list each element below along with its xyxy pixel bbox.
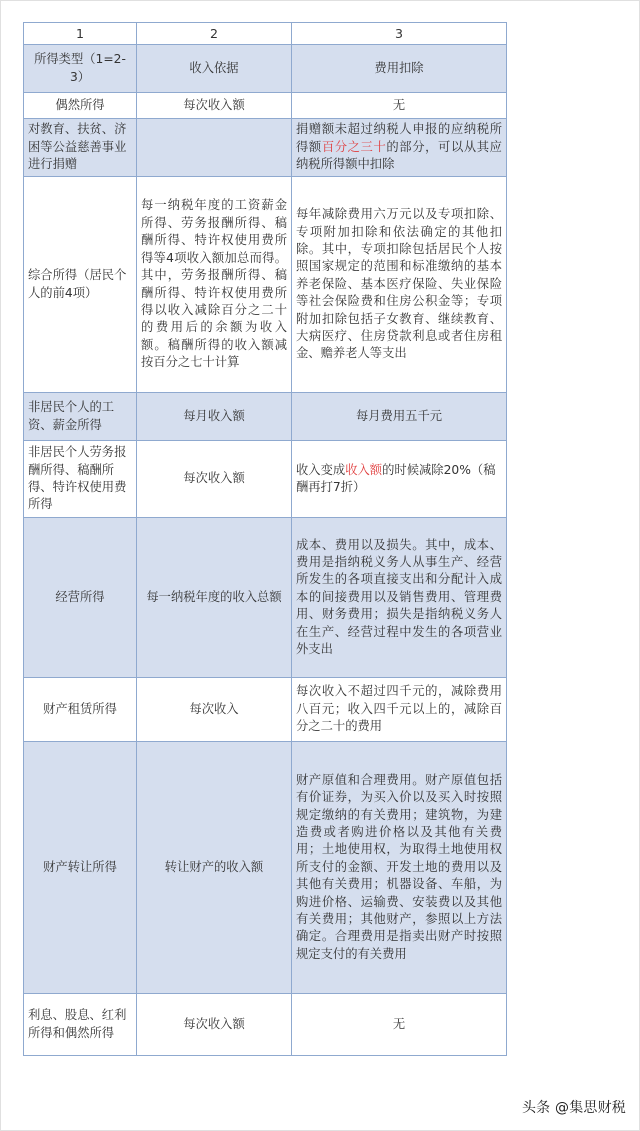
- income-type-cell: 非居民个人的工资、薪金所得: [24, 393, 137, 441]
- header-expense-deduction: 费用扣除: [292, 45, 507, 93]
- income-basis-cell: 每次收入: [137, 678, 292, 742]
- income-type-cell: 对教育、扶贫、济困等公益慈善事业进行捐赠: [24, 119, 137, 177]
- expense-deduction-cell: 每月费用五千元: [292, 393, 507, 441]
- income-basis-cell: 每一纳税年度的工资薪金所得、劳务报酬所得、稿酬所得、特许权使用费所得等4项收入额加总而得。其中，劳务报酬所得、稿酬所得、特许权使用费所得以收入减除百分之二十的费用后的余额为收入额。稿酬所得的收入额减按百分之七十计算: [137, 177, 292, 393]
- expense-deduction-cell: 成本、费用以及损失。其中，成本、费用是指纳税义务人从事生产、经营所发生的各项直接支出和分配计入成本的间接费用以及销售费用、管理费用、财务费用；损失是指纳税义务人在生产、经营过程中发生的各项营业外支出: [292, 518, 507, 678]
- column-number-3: 3: [292, 23, 507, 45]
- column-number-row: [24, 23, 507, 45]
- column-number-2: 2: [137, 23, 292, 45]
- income-basis-cell: 每一纳税年度的收入总额: [137, 518, 292, 678]
- income-type-cell: 偶然所得: [24, 93, 137, 119]
- highlighted-term: 收入额: [345, 462, 383, 477]
- income-basis-cell: [137, 119, 292, 177]
- table-row: [24, 994, 507, 1056]
- header-row: [24, 45, 507, 93]
- income-basis-cell: 每月收入额: [137, 393, 292, 441]
- deduction-text: 的时候减除20%（稿酬再打7折）: [296, 462, 496, 494]
- table-row: [24, 518, 507, 678]
- income-tax-table: [23, 22, 507, 1056]
- table-row: [24, 93, 507, 119]
- header-income-basis: 收入依据: [137, 45, 292, 93]
- table-row: [24, 393, 507, 441]
- expense-deduction-cell: 财产原值和合理费用。财产原值包括有价证券，为买入价以及买入时按照规定缴纳的有关费用；建筑物，为建造费或者购进价格以及其他有关费用；土地使用权，为取得土地使用权所支付的金额、开发土地的费用以及其他有关费用；机器设备、车船，为购进价格、运输费、安装费以及其他有关费用；其他财产，参照以上方法确定。合理费用是指卖出财产时按照规定支付的有关费用: [292, 742, 507, 994]
- expense-deduction-cell: [292, 441, 507, 518]
- table-row: [24, 119, 507, 177]
- header-income-type: 所得类型（1=2-3）: [24, 45, 137, 93]
- table-row: [24, 441, 507, 518]
- expense-deduction-cell: 无: [292, 994, 507, 1056]
- highlighted-rate: 百分之三十: [321, 139, 387, 154]
- income-basis-cell: 每次收入额: [137, 994, 292, 1056]
- expense-deduction-cell: [292, 119, 507, 177]
- deduction-text: 的部分，可以从其应纳税所得额中扣除: [296, 139, 502, 172]
- income-type-cell: 非居民个人劳务报酬所得、稿酬所得、特许权使用费所得: [24, 441, 137, 518]
- income-type-cell: 综合所得（居民个人的前4项）: [24, 177, 137, 393]
- table-row: [24, 678, 507, 742]
- table-row: [24, 177, 507, 393]
- expense-deduction-cell: 每年减除费用六万元以及专项扣除、专项附加扣除和依法确定的其他扣除。其中，专项扣除包括居民个人按照国家规定的范围和标准缴纳的基本养老保险、基本医疗保险、失业保险等社会保险费和住房公积金等；专项附加扣除包括子女教育、继续教育、大病医疗、住房贷款利息或者住房租金、赡养老人等支出: [292, 177, 507, 393]
- income-basis-cell: 转让财产的收入额: [137, 742, 292, 994]
- table-row: [24, 742, 507, 994]
- income-type-cell: 利息、股息、红利所得和偶然所得: [24, 994, 137, 1056]
- source-watermark: 头条 @集思财税: [521, 1100, 626, 1116]
- income-type-cell: 财产租赁所得: [24, 678, 137, 742]
- income-type-cell: 财产转让所得: [24, 742, 137, 994]
- expense-deduction-cell: 无: [292, 93, 507, 119]
- deduction-text: 收入变成: [296, 462, 346, 477]
- column-number-1: 1: [24, 23, 137, 45]
- expense-deduction-cell: 每次收入不超过四千元的，减除费用八百元；收入四千元以上的，减除百分之二十的费用: [292, 678, 507, 742]
- income-basis-cell: 每次收入额: [137, 93, 292, 119]
- income-basis-cell: 每次收入额: [137, 441, 292, 518]
- income-type-cell: 经营所得: [24, 518, 137, 678]
- deduction-text: 捐赠额未超过纳税人申报的应纳税所得额: [296, 122, 502, 154]
